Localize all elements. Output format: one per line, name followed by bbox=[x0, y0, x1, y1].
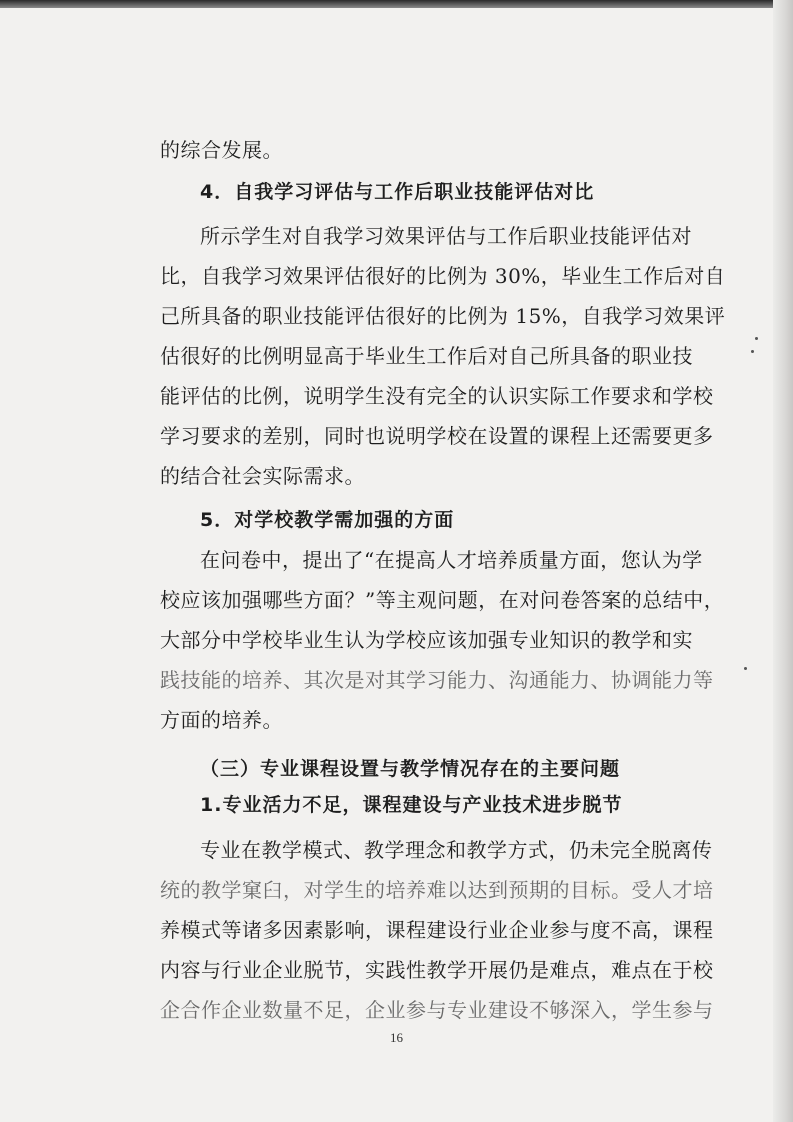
paragraph-line: 己所具备的职业技能评估很好的比例为 15%，自我学习效果评 bbox=[160, 304, 726, 328]
section-heading: （三）专业课程设置与教学情况存在的主要问题 bbox=[200, 758, 621, 780]
paragraph-line: 践技能的培养、其次是对其学习能力、沟通能力、协调能力等 bbox=[160, 668, 714, 692]
paragraph-line: 的综合发展。 bbox=[160, 138, 283, 162]
section-heading: 4．自我学习评估与工作后职业技能评估对比 bbox=[200, 181, 595, 203]
paragraph-line: 估很好的比例明显高于毕业生工作后对自己所具备的职业技 bbox=[160, 344, 693, 368]
paragraph-line: 养模式等诸多因素影响，课程建设行业企业参与度不高，课程 bbox=[160, 918, 714, 942]
paragraph-line: 校应该加强哪些方面？”等主观问题，在对问卷答案的总结中， bbox=[160, 588, 725, 612]
paragraph-line: 统的教学窠臼，对学生的培养难以达到预期的目标。受人才培 bbox=[160, 878, 714, 902]
paragraph-line: 方面的培养。 bbox=[160, 708, 283, 732]
paragraph-line: 比，自我学习效果评估很好的比例为 30%，毕业生工作后对自 bbox=[160, 264, 726, 288]
paragraph-line: 企合作企业数量不足，企业参与专业建设不够深入，学生参与 bbox=[160, 998, 714, 1022]
paragraph-line: 所示学生对自我学习效果评估与工作后职业技能评估对 bbox=[200, 224, 692, 248]
paragraph-line: 内容与行业企业脱节，实践性教学开展仍是难点，难点在于校 bbox=[160, 958, 714, 982]
section-heading: 5．对学校教学需加强的方面 bbox=[200, 509, 455, 531]
paragraph-line: 专业在教学模式、教学理念和教学方式，仍未完全脱离传 bbox=[200, 838, 713, 862]
paragraph-line: 在问卷中，提出了“在提高人才培养质量方面，您认为学 bbox=[200, 548, 703, 572]
paragraph-line: 的结合社会实际需求。 bbox=[160, 464, 365, 488]
paragraph-line: 学习要求的差别，同时也说明学校在设置的课程上还需要更多 bbox=[160, 424, 714, 448]
paragraph-line: 大部分中学校毕业生认为学校应该加强专业知识的教学和实 bbox=[160, 628, 693, 652]
paragraph-line: 能评估的比例，说明学生没有完全的认识实际工作要求和学校 bbox=[160, 384, 714, 408]
subsection-heading: 1.专业活力不足，课程建设与产业技术进步脱节 bbox=[200, 794, 623, 816]
page-number: 16 bbox=[390, 1030, 403, 1045]
